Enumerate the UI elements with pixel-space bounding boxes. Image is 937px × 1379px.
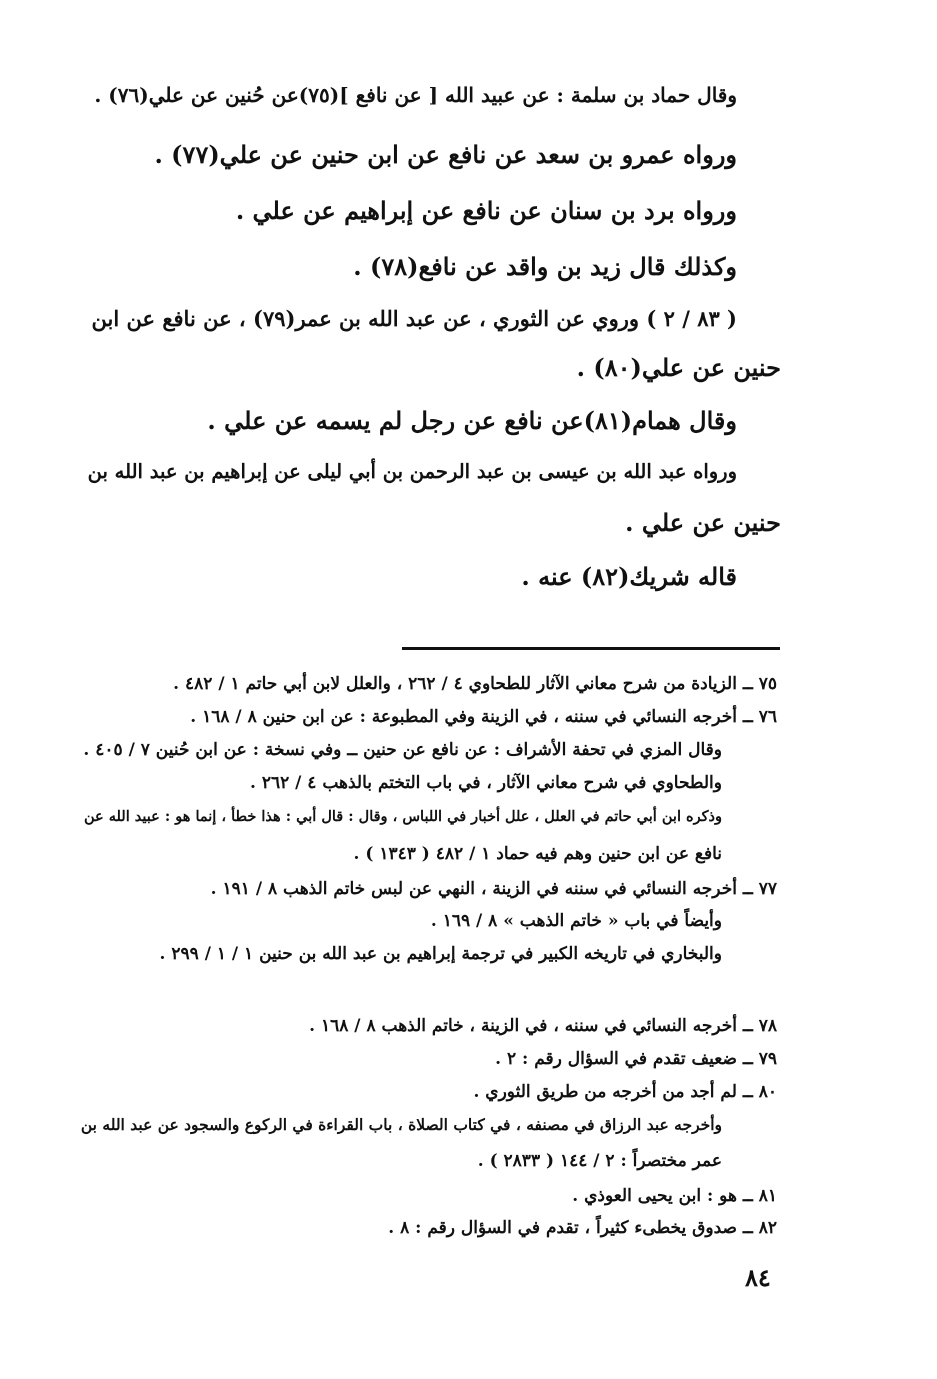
main-text-line: ورواه عبد الله بن عيسى بن عبد الرحمن بن أبي ليلى عن إبراهيم بن عبد الله بن [87, 460, 737, 483]
footnote-line: ٨٢ ــ صدوق يخطىء كثيراً ، تقدم في السؤال رقم : ٨ . [388, 1218, 777, 1238]
main-text-line: ورواه عمرو بن سعد عن نافع عن ابن حنين عن علي(٧٧) . [154, 140, 737, 169]
footnote-line: عمر مختصراً : ٢ / ١٤٤ ( ٢٨٣٣ ) . [477, 1151, 722, 1171]
main-text-line: حنين عن علي . [625, 508, 781, 537]
page-number: ٨٤ [745, 1263, 771, 1292]
main-text-line: وكذلك قال زيد بن واقد عن نافع(٧٨) . [353, 252, 737, 281]
footnote-line: ٧٦ ــ أخرجه النسائي في سننه ، في الزينة وفي المطبوعة : عن ابن حنين ٨ / ١٦٨ . [190, 707, 777, 727]
footnote-line: وذكره ابن أبي حاتم في العلل ، علل أخبار في اللباس ، وقال : قال أبي : هذا خطأ ، إنما هو : عبيد الله عن [83, 808, 722, 825]
footnote-separator [402, 647, 780, 650]
footnote-line: ٨١ ــ هو : ابن يحيى العوذي . [572, 1186, 777, 1206]
main-text-line: حنين عن علي(٨٠) . [576, 353, 781, 382]
footnote-line: ٧٥ ــ الزيادة من شرح معاني الآثار للطحاوي ٤ / ٢٦٢ ، والعلل لابن أبي حاتم ١ / ٤٨٢ . [173, 674, 777, 694]
footnote-line: ٧٧ ــ أخرجه النسائي في سننه في الزينة ، النهي عن لبس خاتم الذهب ٨ / ١٩١ . [210, 879, 777, 899]
main-text-line: قاله شريك(٨٢) عنه . [521, 562, 737, 591]
footnote-line: والطحاوي في شرح معاني الآثار ، في باب التختم بالذهب ٤ / ٢٦٢ . [250, 773, 722, 793]
footnote-line: نافع عن ابن حنين وهم فيه حماد ١ / ٤٨٢ ( ١٣٤٣ ) . [353, 844, 722, 864]
footnote-line: والبخاري في تاريخه الكبير في ترجمة إبراهيم بن عبد الله بن حنين ١ / ١ / ٢٩٩ . [159, 944, 722, 964]
footnote-line: وأخرجه عبد الرزاق في مصنفه ، في كتاب الصلاة ، باب القراءة في الركوع والسجود عن عبد الله بن [80, 1115, 722, 1134]
main-text-line: ( ٨٣ / ٢ ) وروي عن الثوري ، عن عبد الله بن عمر(٧٩) ، عن نافع عن ابن [91, 306, 737, 331]
footnote-line: ٨٠ ــ لم أجد من أخرجه من طريق الثوري . [473, 1082, 777, 1102]
main-text-line: وقال همام(٨١)عن نافع عن رجل لم يسمه عن علي . [207, 406, 737, 435]
main-text-line: ورواه برد بن سنان عن نافع عن إبراهيم عن علي . [235, 196, 737, 225]
main-text-line: وقال حماد بن سلمة : عن عبيد الله [ عن نافع ](٧٥)عن حُنين عن علي(٧٦) . [94, 83, 737, 107]
footnote-line: وقال المزي في تحفة الأشراف : عن نافع عن حنين ــ وفي نسخة : عن ابن حُنين ٧ / ٤٠٥ . [83, 740, 722, 760]
footnote-line: وأيضاً في باب « خاتم الذهب » ٨ / ١٦٩ . [430, 911, 722, 931]
footnote-line: ٧٨ ــ أخرجه النسائي في سننه ، في الزينة ، خاتم الذهب ٨ / ١٦٨ . [309, 1016, 777, 1036]
footnote-line: ٧٩ ــ ضعيف تقدم في السؤال رقم : ٢ . [495, 1049, 777, 1069]
